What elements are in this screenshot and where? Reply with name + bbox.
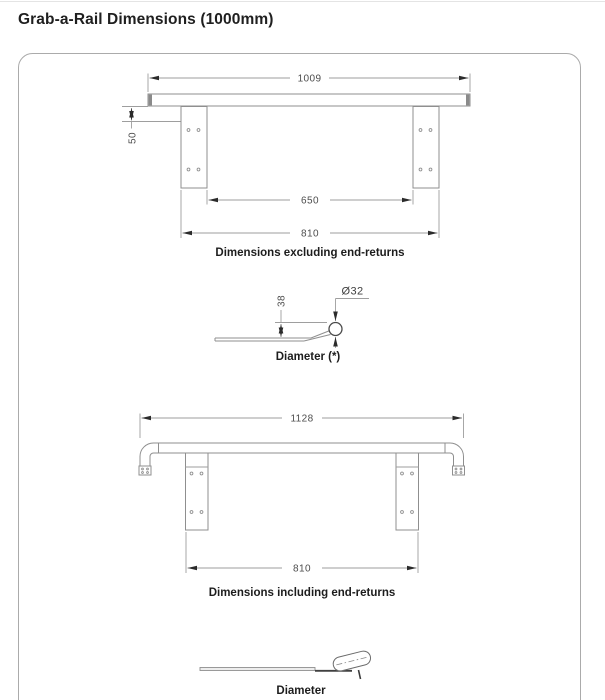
mounting-plate-right [396,453,419,530]
dim-height-38 [275,295,327,337]
dim-diameter-label: Ø32 [341,285,364,298]
end-return-left-outer [140,443,154,466]
dim-overall-1128 [140,414,464,439]
mounting-plates [186,453,419,530]
dim-inner-650 [207,190,413,207]
drawing-including-end-returns [139,414,465,600]
rail-end-cap-left [149,95,152,106]
dim-overall-label: 1009 [297,73,322,85]
detail-diameter-section [215,286,369,364]
wall-flange-right [453,466,465,475]
rail-profile [215,323,342,342]
page-title: Grab-a-Rail Dimensions (1000mm) [18,11,274,28]
drawing-including-caption: Dimensions including end-returns [208,587,396,599]
dim-overall-label: 1128 [290,413,314,425]
rail-bar [148,94,470,106]
dim-outer-label: 810 [301,228,319,240]
end-return-right-outer [450,443,464,466]
end-return-left-inner [150,453,154,466]
dim-offset-label: 50 [127,132,139,144]
dim-overall-1009 [148,74,470,93]
end-return-right-inner [450,453,454,466]
dim-inner-label: 650 [301,195,319,207]
content-card-border [19,54,581,700]
rail-tube-circle [329,323,342,336]
wall-flange-left [139,466,151,475]
mounting-plate-right [413,107,439,189]
dim-offset-50 [122,107,439,144]
dim-outer-810 [186,532,418,575]
dim-height-label: 38 [276,295,288,307]
detail-diameter-2-caption: Diameter [276,685,326,697]
detail-diameter-1-caption: Diameter (*) [275,351,341,363]
dim-outer-label: 810 [293,563,311,575]
dim-diameter-32 [336,286,370,349]
drawing-excluding-caption: Dimensions excluding end-returns [215,247,405,259]
flange-leg [359,670,361,679]
rail-edge-view [200,668,315,671]
mounting-plate-left [181,107,207,189]
rail-end-cap-right [466,95,469,106]
rail-tube-perspective [332,650,372,673]
drawing-excluding-end-returns [122,74,470,260]
mounting-plate-left [186,453,209,530]
detail-diameter-perspective [200,650,372,697]
mounting-plates [181,107,439,189]
